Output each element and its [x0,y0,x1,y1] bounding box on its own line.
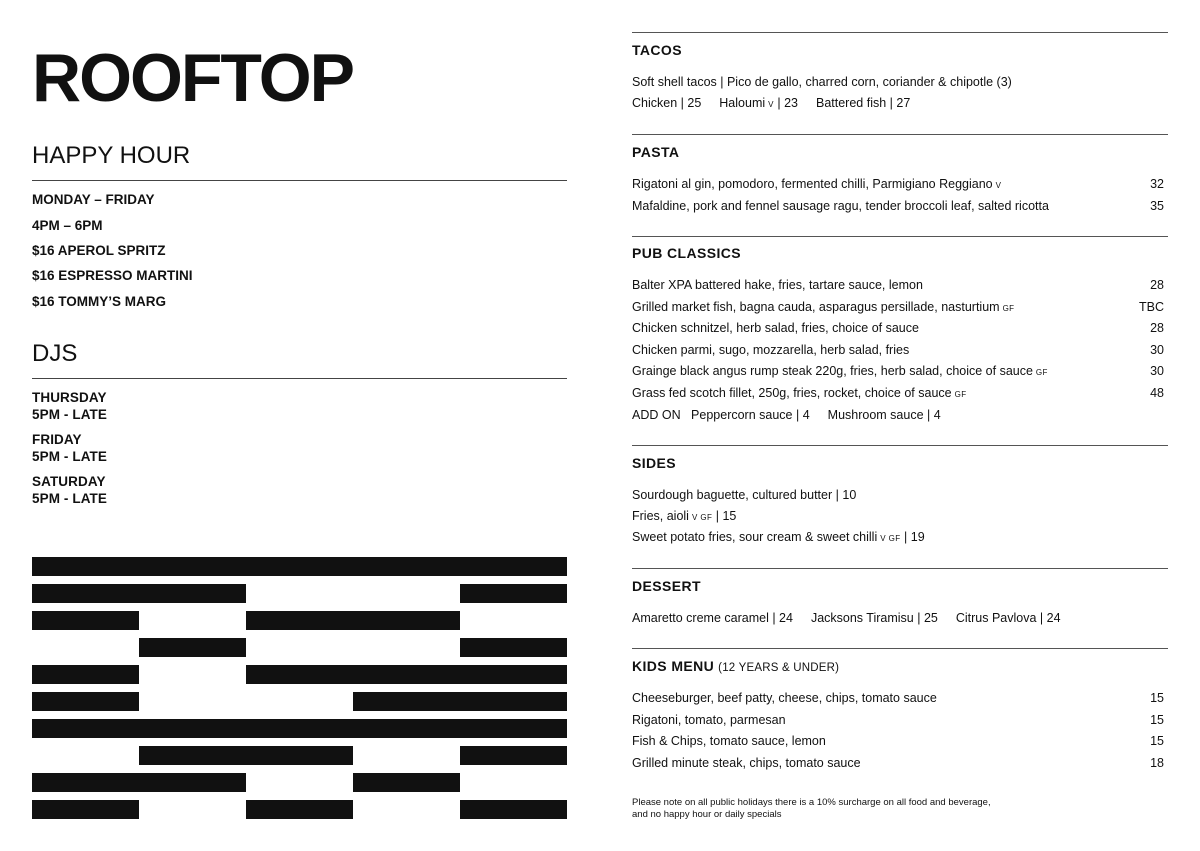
item-price: 18 [1150,756,1164,770]
add-on-row [632,409,941,422]
item-name: Cheeseburger, beef patty, cheese, chips, tomato sauce [632,691,937,705]
happy-hour-line: $16 TOMMY’S MARG [32,294,167,309]
item-price: | 10 [835,488,857,502]
kids-menu-subtitle: (12 YEARS & UNDER) [718,662,840,674]
dj-day: SATURDAY [32,474,106,489]
item-price: | 19 [904,530,925,544]
item-price: 32 [1150,177,1164,191]
item-price: 28 [1150,278,1164,292]
menu-item [632,714,1164,727]
dietary-tag: GF [1035,368,1048,377]
item-name: Fries, aioli [632,509,689,523]
dj-day: THURSDAY [32,390,107,405]
item-price: 28 [1150,321,1164,335]
item-name: Grilled market fish, bagna cauda, asparagus persillade, nasturtium [632,300,1000,314]
happy-hour-line: MONDAY – FRIDAY [32,192,155,207]
menu-item [632,531,925,544]
item-name: Grass fed scotch fillet, 250g, fries, rocket, choice of sauce [632,386,952,400]
kids-menu-title: KIDS MENU [632,658,715,674]
pattern-bar [32,692,139,711]
menu-item [632,178,1164,191]
add-on-option: Mushroom sauce | 4 [827,408,941,422]
menu-item [632,301,1164,314]
item-price: 15 [1150,691,1164,705]
dietary-tag: V GF [691,513,713,522]
item-name: Rigatoni, tomato, parmesan [632,713,786,727]
pattern-bar [353,692,567,711]
pattern-bar [32,800,139,819]
pattern-bar [32,719,567,738]
djs-heading: DJS [32,340,78,367]
item-name: Grilled minute steak, chips, tomato sauce [632,756,861,770]
item-name: Sweet potato fries, sour cream & sweet chilli [632,530,878,544]
happy-hour-line: $16 ESPRESSO MARTINI [32,268,193,283]
dessert-item: Citrus Pavlova | 24 [955,611,1061,625]
taco-option-price: 23 [784,96,798,110]
venue-title: ROOFTOP [32,40,353,116]
item-name: Mafaldine, pork and fennel sausage ragu, tender broccoli leaf, salted ricotta [632,199,1049,213]
taco-option-name: Haloumi [719,96,766,110]
dj-time: 5PM - LATE [32,407,107,422]
taco-option-price: 27 [896,96,911,110]
pattern-bar [460,638,567,657]
item-price: | 15 [715,509,737,523]
item-price: 15 [1150,734,1164,748]
add-on-option: Peppercorn sauce | 4 [691,408,810,422]
menu-item [632,365,1164,378]
section-title-pasta: PASTA [632,144,680,160]
pattern-bar [32,557,567,576]
happy-hour-line: $16 APEROL SPRITZ [32,243,166,258]
dietary-tag: GF [954,390,967,399]
taco-option-name: Battered fish [816,96,887,110]
footer-note [632,797,991,821]
dj-time: 5PM - LATE [32,491,107,506]
section-title-tacos: TACOS [632,42,682,58]
item-price: TBC [1139,300,1164,314]
divider [32,180,567,181]
pattern-bar [353,773,460,792]
item-price: 15 [1150,713,1164,727]
pattern-bar [460,584,567,603]
menu-item [632,489,856,502]
tacos-options: Chicken | 25 Haloumi V | 23 Battered fish | 27 [632,96,911,110]
section-title-dessert: DESSERT [632,578,701,594]
pattern-bar [460,800,567,819]
happy-hour-line: 4PM – 6PM [32,218,103,233]
section-title-sides: SIDES [632,455,677,471]
menu-item [632,322,1164,335]
dessert-item: Amaretto creme caramel | 24 [632,611,793,625]
pattern-bar [32,665,139,684]
divider [32,378,567,379]
divider [632,568,1168,569]
dj-time: 5PM - LATE [32,449,107,464]
add-on-label: ADD ON [632,408,681,422]
dietary-tag: GF [1002,304,1015,313]
divider [632,32,1168,33]
pattern-bar [32,773,246,792]
right-column [632,0,1168,851]
footer-note-line: Please note on all public holidays there is a 10% surcharge on all food and beverage, [632,797,991,808]
menu-item [632,510,736,523]
divider [632,236,1168,237]
happy-hour-heading: HAPPY HOUR [32,142,191,169]
item-name: Chicken parmi, sugo, mozzarella, herb salad, fries [632,343,910,357]
dessert-item: Jacksons Tiramisu | 25 [810,611,938,625]
item-price: 30 [1150,343,1164,357]
dessert-row [632,612,1061,625]
section-title-pub-classics: PUB CLASSICS [632,245,742,261]
dj-day: FRIDAY [32,432,82,447]
item-name: Chicken schnitzel, herb salad, fries, choice of sauce [632,321,919,335]
item-name: Grainge black angus rump steak 220g, fries, herb salad, choice of sauce [632,364,1033,378]
divider [632,445,1168,446]
item-name: Fish & Chips, tomato sauce, lemon [632,734,826,748]
item-price: 30 [1150,364,1164,378]
left-column [32,0,567,851]
menu-item [632,200,1164,213]
pattern-bar [246,800,353,819]
menu-item [632,757,1164,770]
dietary-tag: V [768,100,774,109]
menu-item [632,692,1164,705]
section-title-kids-menu [632,659,839,675]
pattern-bar [460,746,567,765]
item-name: Balter XPA battered hake, fries, tartare sauce, lemon [632,278,923,292]
item-price: 48 [1150,386,1164,400]
divider [632,134,1168,135]
menu-item [632,735,1164,748]
pattern-bar [139,746,353,765]
footer-note-line: and no happy hour or daily specials [632,809,782,820]
item-name: Rigatoni al gin, pomodoro, fermented chilli, Parmigiano Reggiano [632,177,993,191]
item-name: Sourdough baguette, cultured butter [632,488,833,502]
tacos-description: Soft shell tacos | Pico de gallo, charred corn, coriander & chipotle (3) [632,75,1012,89]
taco-option-name: Chicken [632,96,678,110]
pattern-bar [32,584,246,603]
dietary-tag: V GF [880,534,901,543]
divider [632,648,1168,649]
dietary-tag: V [995,181,1002,190]
item-price: 35 [1150,199,1164,213]
menu-item [632,387,1164,400]
pattern-bar [246,611,460,630]
pattern-bar [32,611,139,630]
taco-option-price: 25 [687,96,702,110]
pattern-bar [139,638,246,657]
menu-item [632,279,1164,292]
decorative-bar-pattern [32,557,567,819]
pattern-bar [246,665,567,684]
menu-item [632,344,1164,357]
